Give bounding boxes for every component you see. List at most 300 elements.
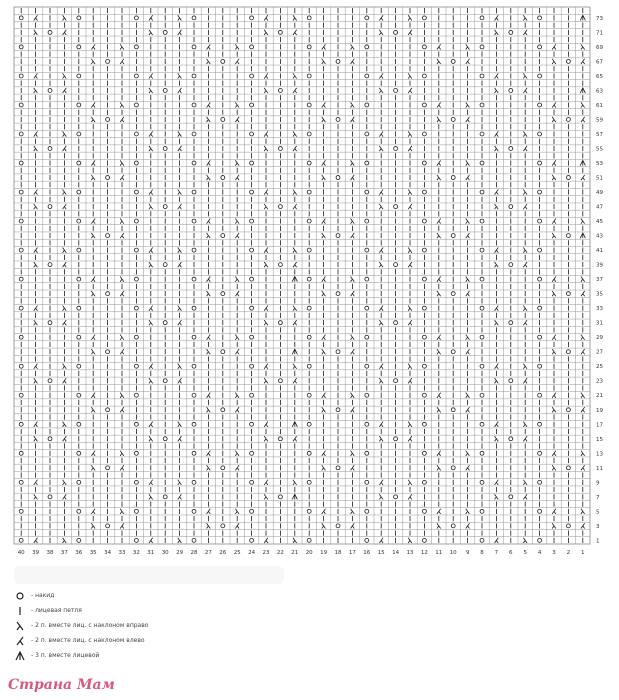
k2tog-left-stitch (178, 436, 182, 441)
k2tog-right-stitch (552, 349, 556, 354)
k2tog-right-stitch (235, 44, 239, 49)
k2tog-right-stitch (437, 465, 441, 470)
yarn-over-stitch (422, 45, 426, 49)
yarn-over-stitch (365, 306, 369, 310)
k2tog-right-stitch (379, 436, 383, 441)
yarn-over-stitch (365, 190, 369, 194)
k2tog-right-stitch (379, 204, 383, 209)
k2tog-left-stitch (207, 44, 211, 49)
k2tog-left-stitch (408, 262, 412, 267)
k2tog-right-stitch (581, 335, 585, 340)
k2tog-right-stitch (322, 59, 326, 64)
k2tog-right-stitch (63, 247, 67, 252)
yarn-over-stitch (451, 466, 455, 470)
yarn-over-stitch (19, 45, 23, 49)
k2tog-left-stitch (466, 117, 470, 122)
yarn-over-stitch (365, 248, 369, 252)
k2tog-right-stitch (120, 44, 124, 49)
k2tog-left-stitch (581, 407, 585, 412)
k2tog-right-stitch (495, 88, 499, 93)
k2tog-left-stitch (34, 131, 38, 136)
k2tog-right-stitch (63, 131, 67, 136)
k2tog-left-stitch (523, 262, 527, 267)
k2tog-left-stitch (322, 160, 326, 165)
yarn-over-stitch (221, 466, 225, 470)
column-label: 5 (523, 550, 527, 556)
column-label: 23 (262, 550, 270, 556)
yarn-over-stitch (278, 495, 282, 499)
yarn-over-stitch (365, 74, 369, 78)
yarn-over-stitch (48, 147, 52, 151)
k2tog-left-stitch (149, 480, 153, 485)
yarn-over-stitch (106, 524, 110, 528)
yarn-over-stitch (19, 335, 23, 339)
yarn-over-stitch (19, 480, 23, 484)
k2tog-right-stitch (523, 15, 527, 20)
k2tog-right-stitch (293, 73, 297, 78)
k2tog-left-stitch (235, 117, 239, 122)
yarn-over-stitch (250, 45, 254, 49)
k2tog-right-stitch (34, 436, 38, 441)
k2tog-right-stitch (437, 117, 441, 122)
yarn-over-stitch (538, 480, 542, 484)
k2tog-right-stitch (34, 378, 38, 383)
yarn-over-stitch (451, 350, 455, 354)
k2tog-right-stitch (149, 146, 153, 151)
k2tog-left-stitch (495, 247, 499, 252)
yarn-over-stitch (192, 393, 196, 397)
yarn-over-stitch (538, 161, 542, 165)
k2tog-right-stitch (437, 349, 441, 354)
yarn-over-stitch (480, 219, 484, 223)
k2tog-left-stitch (235, 349, 239, 354)
k2tog-right-stitch (523, 480, 527, 485)
yarn-over-stitch (77, 190, 81, 194)
k2tog-left-stitch (437, 277, 441, 282)
circle-icon (14, 590, 28, 602)
k2tog-right-stitch (235, 335, 239, 340)
k2tog-left-stitch (91, 509, 95, 514)
yarn-over-stitch (19, 190, 23, 194)
k2tog-right-stitch (178, 247, 182, 252)
yarn-over-stitch (538, 451, 542, 455)
k2tog-right-stitch (408, 364, 412, 369)
yarn-over-stitch (451, 524, 455, 528)
k2tog-right-stitch (581, 509, 585, 514)
yarn-over-stitch (566, 176, 570, 180)
k2tog-left-stitch (264, 538, 268, 543)
yarn-over-stitch (509, 263, 513, 267)
k2tog-left-stitch (437, 160, 441, 165)
k2tog-left-stitch (235, 233, 239, 238)
legend-text: - 2 п. вместе лиц. с наклоном вправо (31, 622, 149, 629)
k2tog-left-stitch (63, 378, 67, 383)
row-label: 69 (596, 44, 603, 51)
k2tog-right-stitch (207, 407, 211, 412)
k2tog-right-stitch (466, 218, 470, 223)
k2tog-right-stitch (408, 131, 412, 136)
k2tog-left-stitch (379, 422, 383, 427)
yarn-over-stitch (250, 190, 254, 194)
yarn-over-stitch (509, 321, 513, 325)
k2tog-right-stitch (34, 88, 38, 93)
yarn-over-stitch (422, 364, 426, 368)
yarn-over-stitch (480, 16, 484, 20)
yarn-over-stitch (192, 306, 196, 310)
yarn-over-stitch (422, 538, 426, 542)
k2tog-left-stitch (351, 175, 355, 180)
k2tog-left-stitch (581, 465, 585, 470)
k2tog-left-stitch (379, 480, 383, 485)
yarn-over-stitch (307, 393, 311, 397)
k2tog-left-stitch (523, 204, 527, 209)
k2tog-left-stitch (351, 349, 355, 354)
column-label: 18 (334, 550, 342, 556)
k2tog-left-stitch (120, 233, 124, 238)
yarn-over-stitch (250, 74, 254, 78)
yarn-over-stitch (278, 437, 282, 441)
yarn-over-stitch (422, 422, 426, 426)
k2tog-right-stitch (264, 262, 268, 267)
yarn-over-stitch (19, 422, 23, 426)
yarn-over-stitch (134, 422, 138, 426)
row-label: 7 (596, 494, 600, 501)
yarn-over-stitch (365, 161, 369, 165)
yarn-over-stitch (192, 16, 196, 20)
k2tog-right-stitch (178, 364, 182, 369)
row-label: 5 (596, 509, 600, 516)
yarn-over-stitch (566, 59, 570, 63)
legend-text: - 2 п. вместе лиц. с наклоном влево (31, 637, 145, 644)
k2tog-right-stitch (437, 233, 441, 238)
yarn-over-stitch (19, 248, 23, 252)
k2tog-right-stitch (293, 247, 297, 252)
yarn-over-stitch (422, 480, 426, 484)
k2tog-left-stitch (523, 88, 527, 93)
row-label: 15 (596, 436, 603, 443)
k2tog-left-stitch (178, 30, 182, 35)
k2tog-right-stitch (351, 102, 355, 107)
k2tog-left-stitch (264, 247, 268, 252)
column-label: 15 (377, 550, 385, 556)
k2tog-left-stitch (322, 44, 326, 49)
k2tog-left-stitch (235, 523, 239, 528)
yarn-over-stitch (365, 45, 369, 49)
k2tog-left-stitch (437, 509, 441, 514)
k2tog-left-stitch (581, 291, 585, 296)
yarn-over-stitch (394, 88, 398, 92)
yarn-over-stitch (250, 451, 254, 455)
k2tog-left-stitch (523, 378, 527, 383)
k2tog-left-stitch (495, 480, 499, 485)
k2tog-right-stitch (264, 436, 268, 441)
yarn-over-stitch (278, 379, 282, 383)
k2tog-right-stitch (581, 218, 585, 223)
k2tog-right-stitch (178, 15, 182, 20)
k2tog-right-stitch (523, 422, 527, 427)
yarn-over-stitch (365, 538, 369, 542)
column-label: 39 (32, 550, 40, 556)
legend-item-k2tog-right (14, 618, 148, 633)
yarn-over-stitch (77, 335, 81, 339)
k2tog-left-stitch (63, 494, 67, 499)
k2tog-left-stitch (466, 465, 470, 470)
k2tog-right-stitch (207, 175, 211, 180)
yarn-over-stitch (278, 321, 282, 325)
yarn-over-stitch (19, 103, 23, 107)
k2tog-left-stitch (91, 277, 95, 282)
k2tog-left-stitch (149, 538, 153, 543)
k2tog-right-stitch (178, 480, 182, 485)
k2tog-left-stitch (466, 349, 470, 354)
k2tog-left-stitch (63, 146, 67, 151)
k2tog-left-stitch (91, 218, 95, 223)
k2tog-right-stitch (523, 73, 527, 78)
k2tog-left-stitch (178, 146, 182, 151)
yarn-over-stitch (538, 190, 542, 194)
k2tog-left-stitch (552, 393, 556, 398)
row-label: 19 (596, 407, 603, 414)
yarn-over-stitch (480, 190, 484, 194)
row-label: 33 (596, 306, 603, 313)
column-label: 13 (406, 550, 414, 556)
yarn-over-stitch (480, 277, 484, 281)
k2tog-right-stitch (178, 189, 182, 194)
k2tog-right-stitch (63, 480, 67, 485)
yarn-over-stitch (307, 335, 311, 339)
yarn-over-stitch (365, 509, 369, 513)
k2tog-left-stitch (34, 422, 38, 427)
k2tog-right-stitch (466, 160, 470, 165)
yarn-over-stitch (538, 306, 542, 310)
k2tog-left-stitch (552, 44, 556, 49)
k2tog-left-stitch (408, 30, 412, 35)
yarn-over-stitch (221, 524, 225, 528)
k2tog-left-stitch (207, 102, 211, 107)
yarn-over-stitch (480, 509, 484, 513)
yarn-over-stitch (106, 292, 110, 296)
k2tog-right-stitch (293, 364, 297, 369)
yarn-over-stitch (394, 263, 398, 267)
k2tog-left-stitch (63, 30, 67, 35)
yarn-over-stitch (134, 16, 138, 20)
k2tog-left-stitch (235, 175, 239, 180)
k2tog-left-stitch (322, 218, 326, 223)
k2tog-right-stitch (466, 451, 470, 456)
yarn-over-stitch (192, 161, 196, 165)
yarn-over-stitch (250, 161, 254, 165)
column-label: 17 (348, 550, 356, 556)
k2tog-right-stitch (178, 306, 182, 311)
yarn-over-stitch (134, 161, 138, 165)
k2tog-right-stitch (120, 218, 124, 223)
yarn-over-stitch (566, 292, 570, 296)
k2tog-right-stitch (235, 451, 239, 456)
k2tog-right-stitch (351, 160, 355, 165)
yarn-over-stitch (278, 205, 282, 209)
yarn-over-stitch (134, 306, 138, 310)
k2tog-right-stitch (408, 247, 412, 252)
column-label: 29 (176, 550, 184, 556)
k2tog-left-stitch (437, 451, 441, 456)
yarn-over-stitch (77, 509, 81, 513)
k2tog-left-stitch (552, 102, 556, 107)
yarn-over-stitch (77, 538, 81, 542)
yarn-over-stitch (192, 248, 196, 252)
k2tog-right-stitch (552, 465, 556, 470)
yarn-over-stitch (192, 335, 196, 339)
yarn-over-stitch (307, 364, 311, 368)
yarn-over-stitch (480, 335, 484, 339)
k2tog-left-stitch (408, 378, 412, 383)
k2tog-left-stitch (351, 465, 355, 470)
k2tog-left-stitch (293, 88, 297, 93)
column-label: 21 (291, 550, 299, 556)
k2tog-left-stitch (264, 189, 268, 194)
yarn-over-stitch (451, 59, 455, 63)
k2tog-left-stitch (322, 102, 326, 107)
k2tog-right-stitch (34, 30, 38, 35)
k2tog-right-stitch (120, 451, 124, 456)
yarn-over-stitch (538, 103, 542, 107)
yarn-over-stitch (221, 234, 225, 238)
column-label: 28 (190, 550, 198, 556)
k2tog-right-stitch (264, 88, 268, 93)
k2tog-right-stitch (63, 15, 67, 20)
k2tog-right-stitch (379, 262, 383, 267)
k3tog-stitch (292, 422, 297, 427)
k2tog-right-stitch (264, 494, 268, 499)
yarn-over-stitch (538, 45, 542, 49)
k2tog-right-stitch (379, 88, 383, 93)
k2tog-right-stitch (351, 335, 355, 340)
k2tog-right-stitch (552, 523, 556, 528)
column-label: 26 (219, 550, 227, 556)
yarn-over-stitch (480, 248, 484, 252)
yarn-over-stitch (307, 219, 311, 223)
k2tog-right-stitch (264, 320, 268, 325)
yarn-over-stitch (134, 190, 138, 194)
k2tog-right-stitch (235, 102, 239, 107)
k2tog-left-stitch (207, 277, 211, 282)
k2tog-left-stitch (34, 247, 38, 252)
yarn-over-stitch (480, 364, 484, 368)
row-label: 67 (596, 59, 603, 66)
yarn-over-stitch (422, 190, 426, 194)
yarn-over-stitch (19, 161, 23, 165)
yarn-over-stitch (163, 495, 167, 499)
column-label: 35 (89, 550, 97, 556)
k2tog-left-stitch (178, 204, 182, 209)
k2tog-right-stitch (351, 218, 355, 223)
yarn-over-stitch (134, 103, 138, 107)
yarn-over-stitch (106, 408, 110, 412)
k2tog-right-stitch (149, 494, 153, 499)
yarn-over-stitch (480, 74, 484, 78)
yarn-over-stitch (307, 538, 311, 542)
yarn-over-stitch (509, 437, 513, 441)
yarn-over-stitch (422, 335, 426, 339)
k2tog-left-stitch (264, 480, 268, 485)
k2tog-right-stitch (523, 247, 527, 252)
k2tog-left-stitch (379, 189, 383, 194)
column-label: 19 (320, 550, 328, 556)
yarn-over-stitch (106, 234, 110, 238)
watermark: Страна Мам (8, 677, 115, 693)
k2tog-right-stitch (437, 523, 441, 528)
k2tog-right-stitch (207, 349, 211, 354)
yarn-over-stitch (480, 132, 484, 136)
k2tog-left-stitch (264, 364, 268, 369)
yarn-over-stitch (48, 263, 52, 267)
row-label: 41 (596, 248, 603, 255)
yarn-over-stitch (566, 466, 570, 470)
legend-item-k2tog-left (14, 633, 148, 648)
yarn-over-stitch (307, 422, 311, 426)
row-label: 71 (596, 30, 603, 37)
yarn-over-stitch (336, 466, 340, 470)
yarn-over-stitch (509, 30, 513, 34)
k2tog-left-stitch (581, 117, 585, 122)
yarn-over-stitch (106, 59, 110, 63)
yarn-over-stitch (77, 451, 81, 455)
yarn-over-stitch (19, 16, 23, 20)
yarn-over-stitch (365, 393, 369, 397)
vertical-line-icon (14, 605, 28, 617)
row-label: 37 (596, 277, 603, 284)
k2tog-left-stitch (149, 189, 153, 194)
yarn-over-stitch (422, 103, 426, 107)
k2tog-right-stitch (379, 320, 383, 325)
yarn-over-stitch (106, 176, 110, 180)
k2tog-right-stitch (63, 364, 67, 369)
yarn-over-stitch (422, 277, 426, 281)
yarn-over-stitch (538, 509, 542, 513)
yarn-over-stitch (480, 538, 484, 542)
row-label: 13 (596, 451, 603, 458)
yarn-over-stitch (250, 335, 254, 339)
column-label: 14 (392, 550, 400, 556)
k2tog-left-stitch (293, 262, 297, 267)
yarn-over-stitch (134, 74, 138, 78)
yarn-over-stitch (538, 16, 542, 20)
yarn-over-stitch (538, 364, 542, 368)
k2tog-left-stitch (63, 320, 67, 325)
yarn-over-stitch (451, 408, 455, 412)
column-label: 6 (509, 550, 513, 556)
k2tog-left-stitch (351, 59, 355, 64)
column-label: 31 (147, 550, 155, 556)
yarn-over-stitch (538, 538, 542, 542)
k2tog-left-stitch (408, 204, 412, 209)
yarn-over-stitch (77, 45, 81, 49)
k2tog-left-stitch (178, 378, 182, 383)
k2tog-left-stitch (149, 364, 153, 369)
k2tog-right-stitch (178, 538, 182, 543)
yarn-over-stitch (134, 480, 138, 484)
yarn-over-stitch (221, 118, 225, 122)
yarn-over-stitch (192, 277, 196, 281)
yarn-over-stitch (538, 422, 542, 426)
yarn-over-stitch (250, 422, 254, 426)
k2tog-right-stitch (581, 451, 585, 456)
yarn-over-stitch (307, 306, 311, 310)
k2tog-right-stitch (581, 44, 585, 49)
yarn-over-stitch (19, 132, 23, 136)
k2tog-left-stitch (351, 233, 355, 238)
k2tog-left-stitch (149, 15, 153, 20)
k2tog-right-stitch (293, 131, 297, 136)
